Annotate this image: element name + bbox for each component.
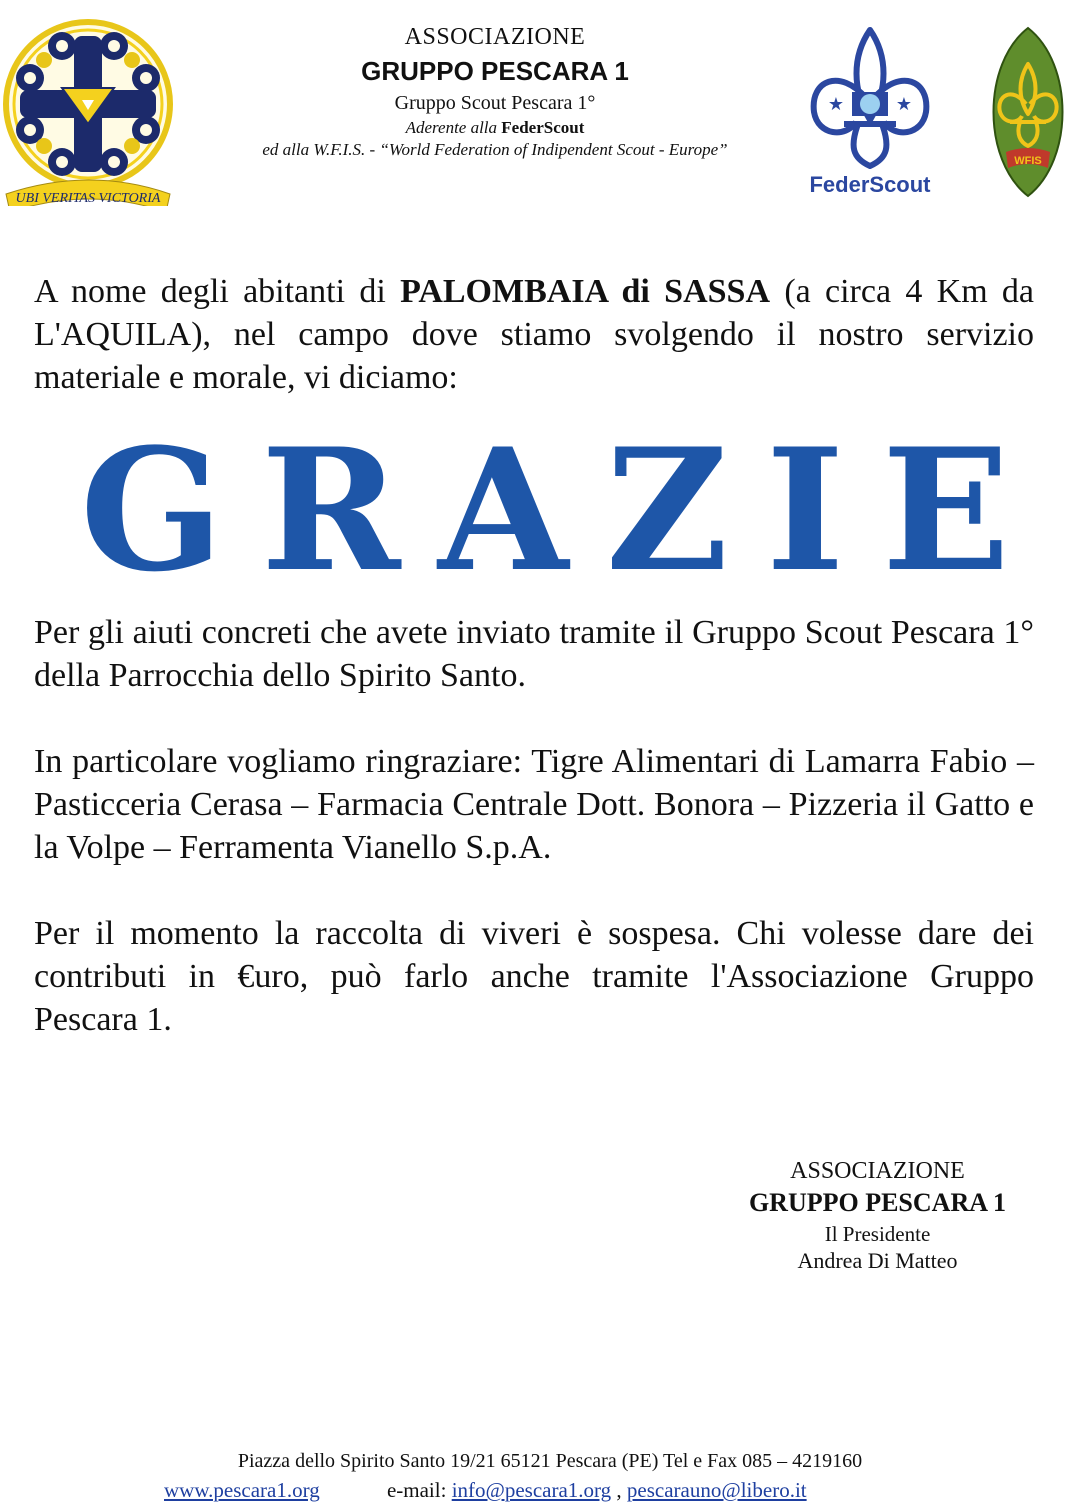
wfis-logo: [978, 24, 1078, 200]
email-link-pescarauno[interactable]: pescarauno@libero.it: [626, 1478, 807, 1502]
paragraph-sponsors: In particolare vogliamo ringraziare: Tigre Alimentari di Lamarra Fabio – Pasticceria Cerasa – Farmacia Centrale Dott. Bonora – Pizzeria il Gatto e la Volpe – Ferramenta Vianello S.p.A.: [34, 743, 1034, 866]
signature-name: Andrea Di Matteo: [797, 1248, 958, 1273]
signature-role: Il Presidente: [824, 1222, 931, 1246]
intro-text-before: A nome degli abitanti di: [34, 273, 386, 310]
header-group-name: GRUPPO PESCARA 1: [361, 56, 629, 86]
header-association: ASSOCIAZIONE: [404, 24, 586, 50]
adherent-prefix: Aderente alla: [405, 118, 498, 137]
grazie-letter: A: [437, 411, 569, 609]
svg-text:★: ★: [895, 94, 913, 114]
header-wfis-line: ed alla W.F.I.S. - “World Federation of Indipendent Scout - Europe”: [262, 140, 728, 159]
header-scout-group: Gruppo Scout Pescara 1°: [394, 92, 596, 114]
wfis-label: WFIS: [1014, 155, 1042, 167]
header-adherent-line: [210, 118, 780, 138]
website-link[interactable]: www.pescara1.org: [164, 1478, 320, 1502]
federscout-label: FederScout: [809, 172, 931, 197]
gruppo-pescara-emblem-logo: [0, 16, 178, 206]
paragraph-thanks-aid: Per gli aiuti concreti che avete inviato tramite il Gruppo Scout Pescara 1° della Parrocchia dello Spirito Santo.: [34, 614, 1034, 694]
grazie-letter: I: [765, 411, 845, 609]
email-separator: ,: [616, 1478, 622, 1502]
grazie-letter: G: [80, 411, 224, 609]
federscout-logo: [800, 20, 940, 200]
paragraph-donations: Per il momento la raccolta di viveri è sospesa. Chi volesse dare dei contributi in €uro, può farlo anche tramite l'Associazione Gruppo Pescara 1.: [34, 915, 1034, 1038]
grazie-letter: R: [260, 411, 401, 609]
grazie-letter: Z: [605, 411, 729, 609]
svg-text:★: ★: [827, 94, 845, 114]
footer-contacts: [164, 1478, 807, 1503]
grazie-heading: [80, 411, 1010, 609]
intro-text-after: (a circa 4 Km da L'AQUILA), nel campo dove stiamo svolgendo il nostro servizio materiale e morale, vi diciamo:: [34, 273, 1035, 396]
adherent-org: FederScout: [501, 118, 585, 137]
signature-group-name: GRUPPO PESCARA 1: [748, 1188, 1007, 1217]
paragraph-intro: [34, 270, 1034, 399]
footer-address: Piazza dello Spirito Santo 19/21 65121 Pescara (PE) Tel e Fax 085 – 4219160: [237, 1450, 863, 1472]
logo-motto-text: UBI VERITAS VICTORIA: [15, 191, 161, 206]
grazie-letter: E: [881, 411, 1010, 609]
signature-association: ASSOCIAZIONE: [790, 1158, 965, 1184]
intro-place-name: PALOMBAIA di SASSA: [400, 273, 771, 310]
email-label: e-mail:: [386, 1478, 447, 1502]
email-link-info[interactable]: info@pescara1.org: [451, 1478, 612, 1502]
